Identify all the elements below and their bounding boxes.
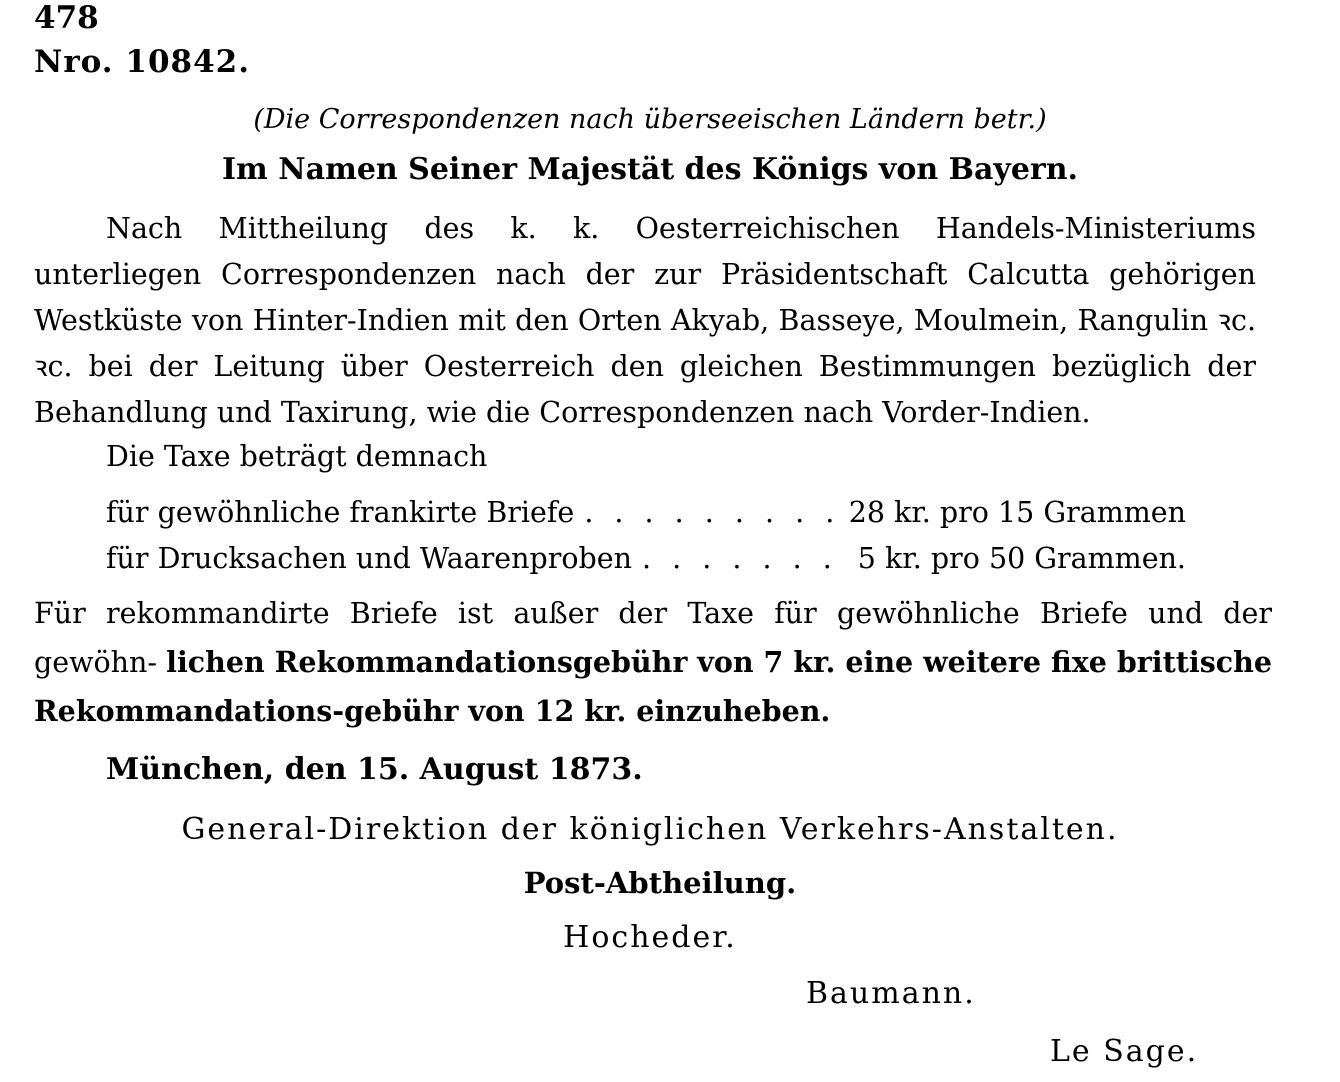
main-paragraph: Nach Mittheilung des k. k. Oesterreichischen Handels-Ministeriums unterliegen Correspondenzen nach der zur Präsidentschaft Calcutta gehörigen Westküste von Hinter-Indien mit den Orten Akyab, Basseye, Moulmein, Rangulin ꝛc. ꝛc. bei der Leitung über Oesterreich den gleichen Bestimmungen bezüglich der Behandlung und Taxirung, wie die Correspondenzen nach Vorder-Indien. — [34, 212, 1256, 429]
tax-intro: Die Taxe beträgt demnach — [106, 440, 488, 473]
rate-row-printed-matter — [106, 542, 1186, 575]
registered-fee-text: lichen Rekommandationsgebühr von 7 kr. eine weitere fixe brittische Rekommandations-gebühr von 12 kr. einzuheben. — [34, 645, 1273, 728]
rate-value: 28 kr. pro 15 Grammen — [848, 496, 1186, 529]
registered-letters-paragraph — [34, 590, 1272, 736]
signature: Baumann. — [806, 976, 976, 1011]
preamble-heading: Im Namen Seiner Majestät des Königs von Bayern. — [222, 152, 1078, 187]
page-number: 478 — [34, 0, 99, 36]
signature: Hocheder. — [563, 920, 737, 955]
rate-label: für Drucksachen und Waarenproben — [106, 542, 633, 575]
rate-label: für gewöhnliche frankirte Briefe — [106, 496, 575, 529]
rate-row-letters — [106, 496, 1186, 529]
rate-value: 5 kr. pro 50 Grammen. — [857, 542, 1186, 575]
issuing-authority: General-Direktion der königlichen Verkehrs-Anstalten. — [181, 812, 1119, 847]
leader-dots — [642, 542, 848, 575]
subject-line: (Die Correspondenzen nach überseeischen Ländern betr.) — [253, 104, 1047, 135]
main-paragraph-block — [34, 206, 1256, 436]
document-number: Nro. 10842. — [34, 44, 251, 80]
registered-text: Für rekommandirte Briefe ist außer der Taxe für gewöhnliche Briefe und der gewöhn- — [34, 597, 1272, 679]
leader-dots — [584, 496, 838, 529]
department: Post-Abtheilung. — [523, 866, 797, 900]
dateline: München, den 15. August 1873. — [106, 752, 643, 787]
signature: Le Sage. — [1050, 1034, 1199, 1069]
